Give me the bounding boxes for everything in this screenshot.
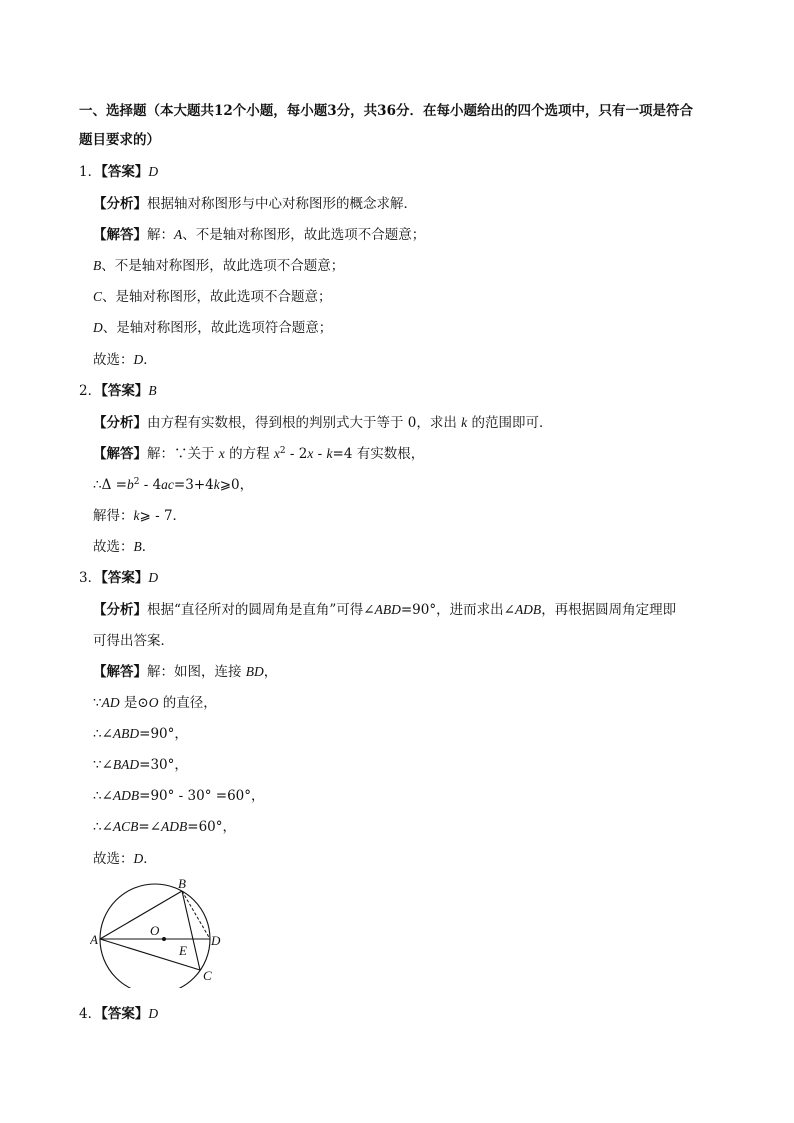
q1-option-c-line (93, 287, 332, 307)
q2-delta-e: ⩾0， (219, 477, 254, 493)
chord-ab (100, 891, 182, 939)
q3-step4 (93, 786, 265, 806)
q4-number: 4． (79, 1006, 102, 1022)
q2-eq-minus: - (313, 446, 327, 462)
label-b: B (178, 878, 186, 891)
q2-analysis-b: 的范围即可． (467, 415, 553, 431)
q2-answer-tag: 【答案】 (101, 383, 149, 399)
label-e: E (179, 943, 187, 958)
q1-choose-line (93, 350, 157, 370)
q3-sol-bd: BD (245, 664, 264, 679)
q2-solve-line (93, 506, 186, 526)
q2-delta-b: b (126, 477, 134, 492)
q4-answer: D (148, 1006, 159, 1021)
q3-s1-b: 是⊙ (119, 695, 149, 711)
q3-answer-line (79, 568, 158, 588)
q2-solution-line (93, 444, 424, 464)
q2-solve-k: k (133, 508, 140, 523)
q2-number: 2． (79, 383, 102, 399)
q3-s5-a: ∴∠ (93, 819, 113, 835)
q4-answer-tag: 【答案】 (101, 1006, 149, 1022)
q3-number: 3． (79, 570, 102, 586)
q3-s4-a: ∴∠ (93, 788, 113, 804)
q2-delta-exp: 2 (133, 477, 140, 487)
q3-s2-b: =90°， (139, 726, 188, 742)
q2-answer-line (79, 381, 157, 401)
q3-s3-bad: BAD (112, 757, 140, 772)
q1-option-c-letter: C (93, 289, 103, 304)
q1-answer: D (148, 164, 159, 179)
q2-analysis-k: k (461, 415, 468, 430)
q2-delta-line (93, 475, 253, 495)
q3-sol-b: ， (263, 664, 278, 680)
q3-s5-acb: ACB (112, 819, 139, 834)
q3-step1 (93, 693, 217, 713)
q3-analysis-line (93, 600, 676, 620)
q1-answer-tag: 【答案】 (101, 164, 149, 180)
q2-solve-b: ⩾ - 7． (139, 508, 187, 524)
q2-delta-c: - 4 (139, 477, 162, 493)
q2-choose-line (93, 537, 155, 557)
q2-choose-prefix: 故选： (93, 539, 134, 555)
q2-eq-x2: x (307, 446, 314, 461)
q3-s5-c: =60°， (187, 819, 237, 835)
q3-analysis-b: =90°，进而求出∠ (400, 602, 515, 618)
q1-option-d-letter: D (93, 320, 103, 335)
q3-s2-a: ∴∠ (93, 726, 113, 742)
q3-step3 (93, 755, 188, 775)
q2-eq-x: x (273, 446, 280, 461)
q2-delta-ac: ac (161, 477, 174, 492)
dashed-bd (182, 891, 210, 939)
q2-delta-k: k (213, 477, 220, 492)
q1-option-a-text: 、不是轴对称图形，故此选项不合题意； (182, 227, 426, 243)
q4-answer-line (79, 1004, 158, 1024)
circle-geometry-figure (90, 878, 226, 988)
q2-eq-end: =4 有实数根， (332, 446, 425, 462)
q1-option-b-letter: B (93, 258, 102, 273)
q2-sol-b: 的方程 (224, 446, 274, 462)
label-o: O (150, 923, 160, 938)
q3-analysis-c: ，再根据圆周角定理即 (541, 602, 677, 618)
q2-eq-k: k (326, 446, 333, 461)
q3-s3-b: =30°， (139, 757, 188, 773)
q3-analysis-abd: ABD (374, 602, 401, 617)
q2-solve-a: 解得： (93, 508, 134, 524)
q1-answer-line (79, 162, 158, 182)
q2-solution-tag: 【解答】 (93, 446, 147, 462)
chord-bc (182, 891, 200, 970)
q1-solution-line (93, 225, 425, 245)
q1-analysis-line (93, 194, 417, 214)
q2-sol-a: 解：∵关于 (147, 446, 219, 462)
q1-option-b-text: 、不是轴对称图形，故此选项不合题意； (101, 258, 345, 274)
q1-option-a-letter: A (174, 227, 183, 242)
q2-eq-exp: 2 (279, 446, 286, 456)
q1-analysis-text: 根据轴对称图形与中心对称图形的概念求解． (147, 196, 417, 212)
q1-solution-prefix: 解： (147, 227, 174, 243)
q2-analysis-tag: 【分析】 (93, 415, 147, 431)
q3-s5-adb: ADB (161, 819, 188, 834)
label-d: D (211, 933, 221, 948)
q3-choose-answer: D (133, 851, 144, 866)
q2-answer: B (148, 383, 157, 398)
q3-s1-c: 的直径， (158, 695, 217, 711)
q3-solution-tag: 【解答】 (93, 664, 147, 680)
q3-s1-ad: AD (101, 695, 120, 710)
q3-s4-b: =90° - 30° =60°， (139, 788, 265, 804)
q3-answer: D (148, 570, 159, 585)
section-heading-line1: 一、选择题（本大题共12个小题，每小题3分，共36分．在每小题给出的四个选项中，只有一项是符合 (79, 103, 693, 119)
center-point (162, 937, 166, 941)
q3-s3-a: ∵∠ (93, 757, 113, 773)
q3-answer-tag: 【答案】 (101, 570, 149, 586)
q3-solution-line (93, 662, 277, 682)
q1-option-d-text: 、是轴对称图形，故此选项符合题意； (102, 320, 333, 336)
q3-analysis-tag: 【分析】 (93, 602, 147, 618)
q2-choose-answer: B (133, 539, 142, 554)
q2-analysis-line (93, 413, 552, 433)
label-a: A (90, 932, 98, 947)
section-heading-line2: 题目要求的） (79, 132, 160, 148)
q3-s4-adb: ADB (112, 788, 140, 803)
q2-analysis-a: 由方程有实数根，得到根的判别式大于等于 0，求出 (147, 415, 462, 431)
q3-analysis-adb: ADB (514, 602, 542, 617)
label-c: C (203, 968, 212, 983)
q3-s2-abd: ABD (112, 726, 140, 741)
q2-delta-a: ∴Δ = (93, 477, 127, 493)
q3-choose-end: ． (143, 851, 157, 867)
q3-s5-b: =∠ (138, 819, 162, 835)
q1-option-c-text: 、是轴对称图形，故此选项不合题意； (102, 289, 332, 305)
q3-analysis-line2: 可得出答案． (93, 633, 174, 649)
q2-choose-end: ． (141, 539, 156, 555)
q3-s1-o: O (148, 695, 159, 710)
q3-sol-a: 解：如图，连接 (147, 664, 246, 680)
q2-sol-x: x (218, 446, 225, 461)
q1-choose-answer: D (133, 352, 144, 367)
q2-delta-d: =3+4 (173, 477, 214, 493)
q2-eq-mid: - 2 (285, 446, 308, 462)
q1-solution-tag: 【解答】 (93, 227, 147, 243)
q1-option-b-line (93, 256, 344, 276)
q1-number: 1． (79, 164, 102, 180)
q1-option-d-line (93, 318, 332, 338)
q1-analysis-tag: 【分析】 (93, 196, 147, 212)
q3-step5 (93, 817, 236, 837)
q3-choose-prefix: 故选： (93, 851, 134, 867)
q1-choose-prefix: 故选： (93, 352, 134, 368)
q3-choose-line (93, 849, 157, 869)
q3-analysis-a: 根据“直径所对的圆周角是直角”可得∠ (147, 602, 375, 618)
q3-s1-a: ∵ (93, 695, 102, 711)
q1-choose-end: ． (143, 352, 157, 368)
q3-step2 (93, 724, 188, 744)
